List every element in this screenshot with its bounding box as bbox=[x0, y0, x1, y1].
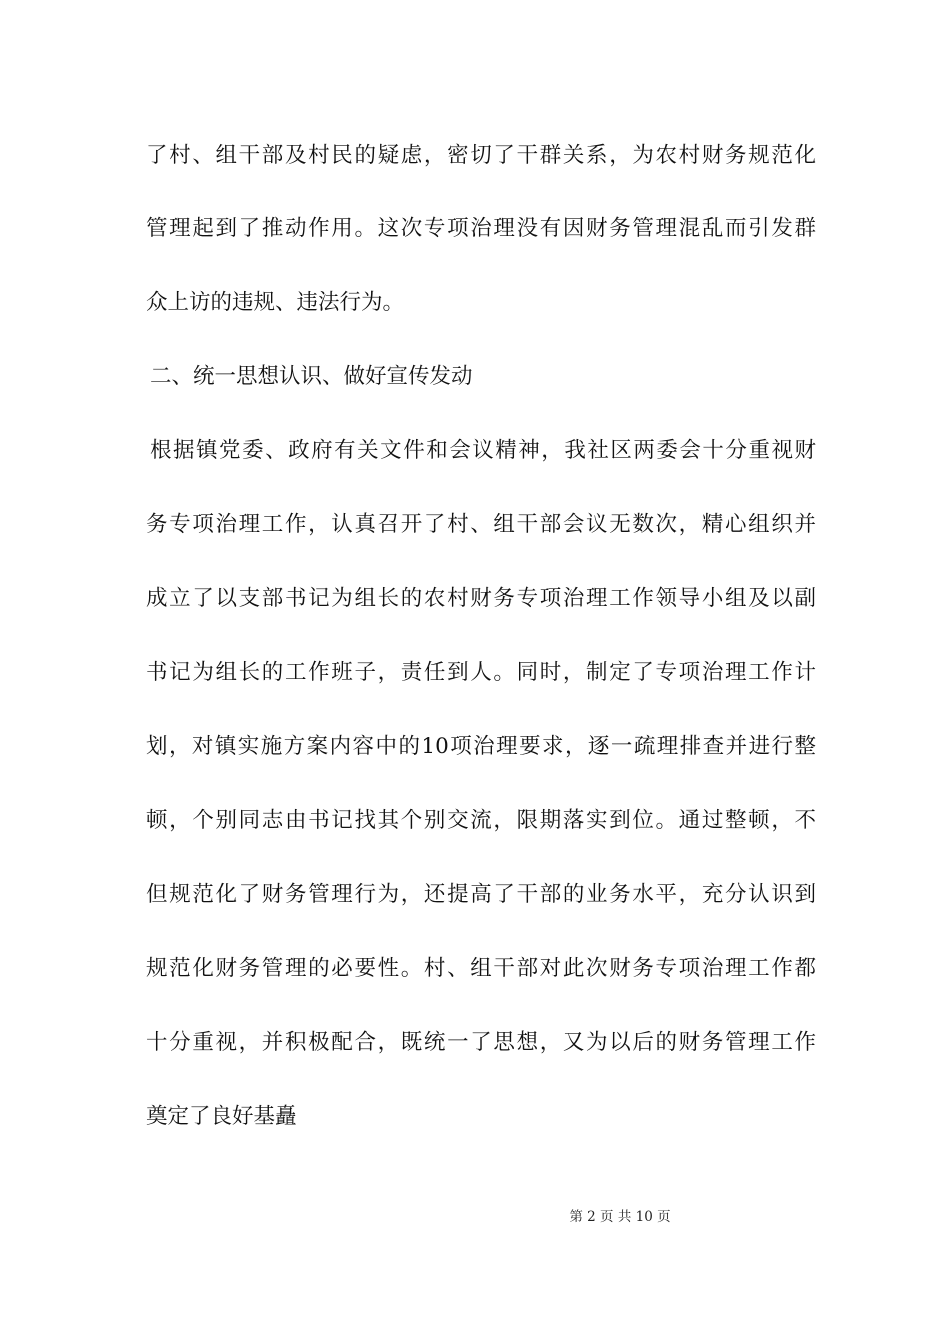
body-text-line: 务专项治理工作，认真召开了村、组干部会议无数次，精心组织并 bbox=[146, 512, 816, 537]
body-text-line: 奠定了良好基矗 bbox=[146, 1104, 297, 1129]
section-heading: 二、统一思想认识、做好宣传发动 bbox=[150, 364, 473, 389]
body-text-line: 顿，个别同志由书记找其个别交流，限期落实到位。通过整顿，不 bbox=[146, 808, 816, 833]
body-text-line: 众上访的违规、违法行为。 bbox=[146, 290, 405, 315]
body-text-line: 规范化财务管理的必要性。村、组干部对此次财务专项治理工作都 bbox=[146, 956, 816, 981]
body-text-line: 管理起到了推动作用。这次专项治理没有因财务管理混乱而引发群 bbox=[146, 216, 816, 241]
body-text-line: 了村、组干部及村民的疑虑，密切了干群关系，为农村财务规范化 bbox=[146, 143, 816, 168]
body-text-line: 书记为组长的工作班子，责任到人。同时，制定了专项治理工作计 bbox=[146, 660, 816, 685]
body-text-line: 划，对镇实施方案内容中的10项治理要求，逐一疏理排查并进行整 bbox=[146, 734, 816, 759]
page-number-footer: 第 2 页 共 10 页 bbox=[569, 1209, 671, 1225]
body-text-line: 十分重视，并积极配合，既统一了思想，又为以后的财务管理工作 bbox=[146, 1030, 816, 1055]
body-text-line: 根据镇党委、政府有关文件和会议精神，我社区两委会十分重视财 bbox=[150, 438, 816, 463]
body-text-line: 成立了以支部书记为组长的农村财务专项治理工作领导小组及以副 bbox=[146, 586, 816, 611]
body-text-line: 但规范化了财务管理行为，还提高了干部的业务水平，充分认识到 bbox=[146, 882, 816, 907]
